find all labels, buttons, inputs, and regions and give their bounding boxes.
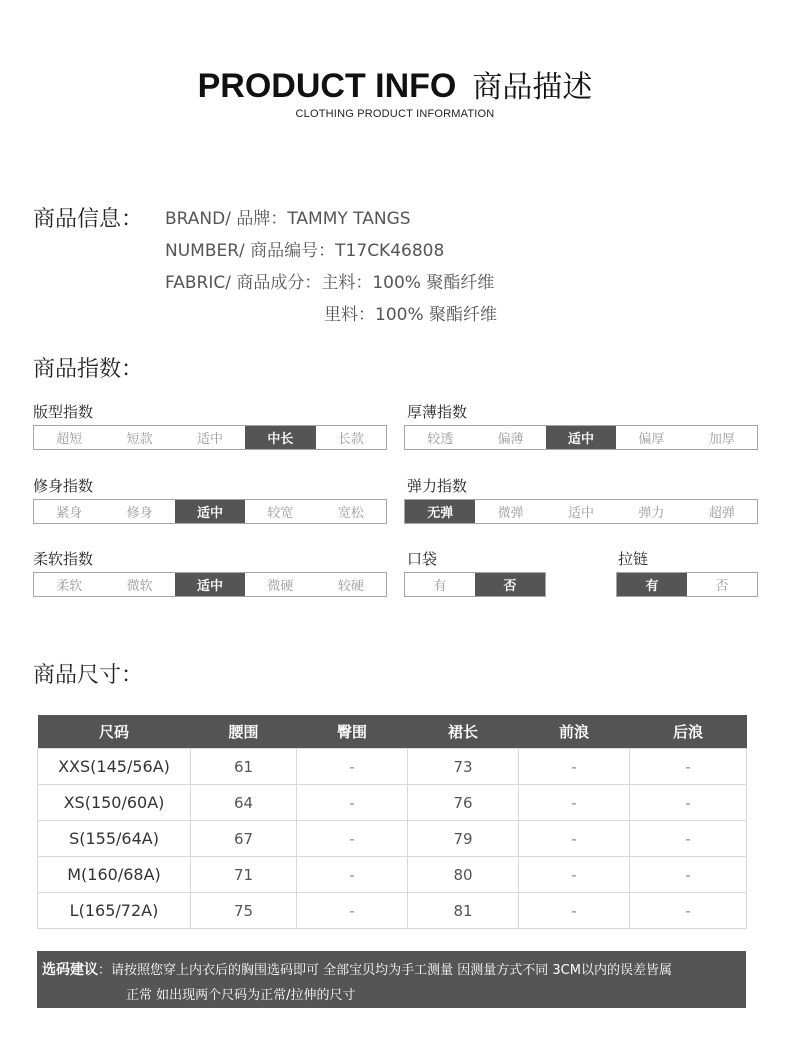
title-row	[198, 62, 593, 106]
note-line-2: 正常 如出现两个尺码为正常/拉伸的尺寸	[126, 988, 356, 1003]
elastic-index-bar	[404, 499, 758, 524]
back-rise-cell: -	[630, 857, 747, 893]
elastic-option: 弹力	[638, 506, 665, 521]
size-cell: M(160/68A)	[38, 857, 191, 893]
page-header	[0, 62, 790, 120]
soft-index-bar	[33, 572, 387, 597]
note-text-1: ：请按照您穿上内衣后的胸围选码即可 全部宝贝均为手工测量 因测量方式不同 3CM以内的误差皆属	[98, 963, 672, 978]
soft-option: 较硬	[337, 579, 364, 594]
thickness-option: 适中	[546, 426, 616, 449]
waist-cell: 75	[191, 893, 297, 929]
front-rise-cell: -	[519, 785, 630, 821]
front-rise-cell: -	[519, 893, 630, 929]
number-line: NUMBER/ 商品编号：T17CK46808	[165, 241, 445, 261]
skirt-length-cell: 80	[408, 857, 519, 893]
zipper-label: 拉链	[618, 550, 649, 568]
fit-option: 中长	[245, 426, 315, 449]
elastic-option: 适中	[568, 506, 595, 521]
size-cell: S(155/64A)	[38, 821, 191, 857]
fit-option: 长款	[337, 432, 364, 447]
thickness-index-label: 厚薄指数	[407, 403, 468, 421]
soft-option: 适中	[175, 573, 245, 596]
size-cell: XS(150/60A)	[38, 785, 191, 821]
elastic-index-label: 弹力指数	[407, 477, 468, 495]
slim-option: 修身	[126, 506, 153, 521]
front-rise-cell: -	[519, 821, 630, 857]
soft-option: 柔软	[56, 579, 83, 594]
thickness-option: 偏厚	[638, 432, 665, 447]
pocket-option: 有	[433, 579, 447, 594]
fit-option: 短款	[126, 432, 153, 447]
skirt-length-cell: 79	[408, 821, 519, 857]
elastic-option: 微弹	[497, 506, 524, 521]
front-rise-cell: -	[519, 749, 630, 785]
table-row	[38, 893, 747, 929]
thickness-index-bar	[404, 425, 758, 450]
lining-line: 里料：100% 聚酯纤维	[324, 305, 498, 325]
size-cell: XXS(145/56A)	[38, 749, 191, 785]
size-cell: L(165/72A)	[38, 893, 191, 929]
hip-cell: -	[297, 857, 408, 893]
hip-cell: -	[297, 785, 408, 821]
waist-cell: 71	[191, 857, 297, 893]
slim-index-label: 修身指数	[33, 477, 94, 495]
table-row	[38, 857, 747, 893]
size-table-header	[38, 715, 747, 749]
title-en: PRODUCT INFO	[197, 67, 457, 105]
header-back-rise: 后浪	[630, 715, 747, 749]
back-rise-cell: -	[630, 893, 747, 929]
size-section-label: 商品尺寸：	[33, 663, 144, 688]
soft-index-label: 柔软指数	[33, 550, 94, 568]
slim-option: 宽松	[337, 506, 364, 521]
subtitle: CLOTHING PRODUCT INFORMATION	[295, 108, 495, 120]
skirt-length-cell: 81	[408, 893, 519, 929]
hip-cell: -	[297, 749, 408, 785]
hip-cell: -	[297, 821, 408, 857]
indices-section-label: 商品指数：	[33, 357, 144, 382]
fit-option: 适中	[197, 432, 224, 447]
size-advice-note	[37, 951, 746, 1008]
soft-option: 微软	[126, 579, 153, 594]
table-row	[38, 821, 747, 857]
table-row	[38, 749, 747, 785]
fit-index-label: 版型指数	[33, 403, 94, 421]
table-row	[38, 785, 747, 821]
note-line-1	[42, 958, 746, 983]
skirt-length-cell: 76	[408, 785, 519, 821]
info-section-label: 商品信息：	[33, 207, 144, 232]
zipper-bar	[616, 572, 758, 597]
zipper-option: 有	[617, 573, 687, 596]
pocket-bar	[404, 572, 546, 597]
header-size: 尺码	[38, 715, 191, 749]
back-rise-cell: -	[630, 785, 747, 821]
elastic-option: 无弹	[405, 500, 475, 523]
info-lines	[165, 203, 497, 331]
header-front-rise: 前浪	[519, 715, 630, 749]
header-skirt-length: 裙长	[408, 715, 519, 749]
slim-option: 紧身	[56, 506, 83, 521]
slim-option: 适中	[175, 500, 245, 523]
waist-cell: 61	[191, 749, 297, 785]
elastic-option: 超弹	[708, 506, 735, 521]
brand-line: BRAND/ 品牌：TAMMY TANGS	[165, 209, 411, 229]
thickness-option: 较透	[427, 432, 454, 447]
waist-cell: 64	[191, 785, 297, 821]
zipper-option: 否	[715, 579, 729, 594]
slim-option: 较宽	[267, 506, 294, 521]
title-cn: 商品描述	[472, 70, 593, 105]
pocket-label: 口袋	[407, 550, 438, 568]
skirt-length-cell: 73	[408, 749, 519, 785]
soft-option: 微硬	[267, 579, 294, 594]
back-rise-cell: -	[630, 749, 747, 785]
header-hip: 臀围	[297, 715, 408, 749]
slim-index-bar	[33, 499, 387, 524]
waist-cell: 67	[191, 821, 297, 857]
pocket-option: 否	[475, 573, 545, 596]
note-title: 选码建议	[42, 962, 98, 978]
front-rise-cell: -	[519, 857, 630, 893]
header-waist: 腰围	[191, 715, 297, 749]
fit-index-bar	[33, 425, 387, 450]
thickness-option: 偏薄	[497, 432, 524, 447]
hip-cell: -	[297, 893, 408, 929]
thickness-option: 加厚	[708, 432, 735, 447]
fabric-line: FABRIC/ 商品成分：主料：100% 聚酯纤维	[165, 273, 495, 293]
size-table	[37, 715, 747, 929]
fit-option: 超短	[56, 432, 83, 447]
back-rise-cell: -	[630, 821, 747, 857]
